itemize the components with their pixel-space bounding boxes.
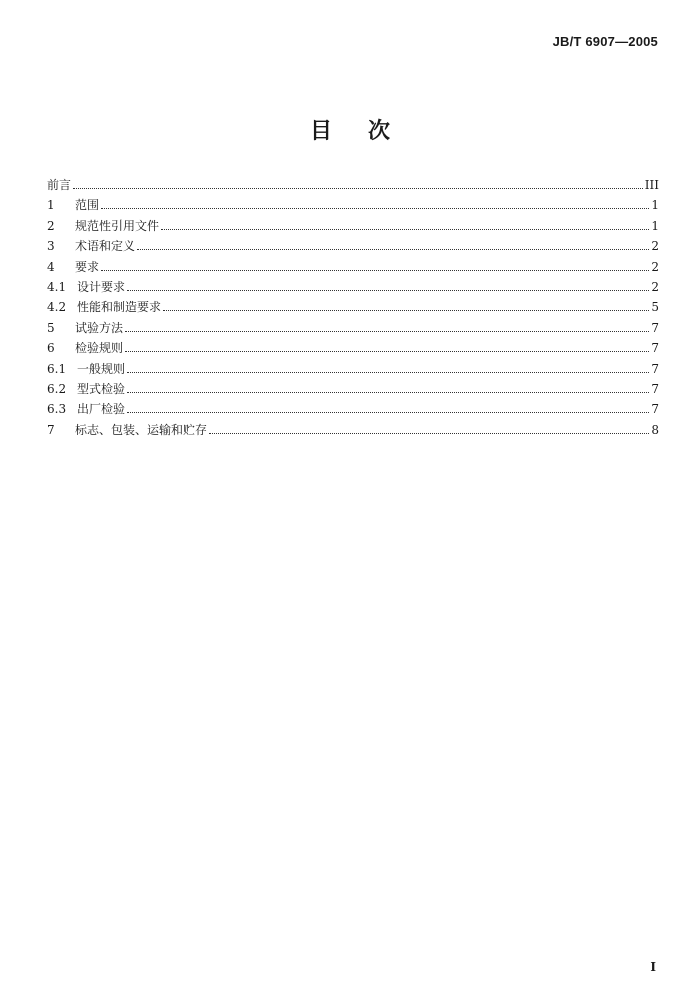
toc-leader-dots	[163, 310, 649, 311]
toc-entry-4-1[interactable]	[47, 278, 659, 298]
toc-entry-page: 7	[651, 341, 659, 356]
page-number: I	[650, 960, 656, 974]
toc-entry-number: 7	[47, 422, 55, 437]
toc-entry-page: 2	[651, 239, 659, 254]
toc-entry-3[interactable]	[47, 237, 659, 257]
toc-leader-dots	[73, 188, 643, 189]
toc-leader-dots	[127, 392, 649, 393]
toc-leader-dots	[101, 208, 649, 209]
toc-entry-1[interactable]	[47, 196, 659, 216]
toc-entry-4[interactable]	[47, 258, 659, 278]
toc-entry-5[interactable]	[47, 319, 659, 339]
toc-entry-text: 试验方法	[75, 320, 124, 335]
toc-leader-dots	[101, 270, 649, 271]
toc-entry-foreword[interactable]	[47, 176, 659, 196]
toc-leader-dots	[125, 351, 649, 352]
toc-entry-page: 1	[651, 198, 659, 213]
toc-entry-text: 规范性引用文件	[75, 218, 160, 233]
toc-entry-text: 范围	[75, 198, 100, 213]
toc-entry-page: 7	[651, 320, 659, 335]
table-of-contents	[47, 176, 659, 441]
toc-entry-page: III	[644, 178, 659, 192]
toc-leader-dots	[125, 331, 649, 332]
toc-leader-dots	[127, 412, 649, 413]
toc-entry-6-1[interactable]	[47, 360, 659, 380]
toc-entry-page: 2	[651, 279, 659, 294]
toc-entry-text: 要求	[75, 259, 100, 274]
toc-entry-text: 术语和定义	[75, 239, 136, 254]
toc-entry-number: 3	[47, 239, 55, 254]
toc-entry-page: 2	[651, 259, 659, 274]
toc-entry-page: 7	[651, 402, 659, 417]
page-title: 目次	[309, 119, 426, 144]
toc-leader-dots	[137, 249, 649, 250]
toc-entry-6[interactable]	[47, 339, 659, 359]
toc-entry-number: 2	[47, 218, 55, 233]
toc-entry-number: 6.3	[47, 402, 67, 417]
toc-entry-text: 出厂检验	[77, 402, 126, 417]
toc-entry-text: 一般规则	[77, 361, 126, 376]
toc-leader-dots	[209, 433, 649, 434]
toc-entry-6-2[interactable]	[47, 380, 659, 400]
toc-leader-dots	[127, 290, 649, 291]
toc-entry-text: 设计要求	[77, 279, 126, 294]
toc-entry-page: 5	[651, 300, 659, 315]
toc-entry-text: 标志、包装、运输和贮存	[75, 422, 208, 437]
toc-entry-number: 5	[47, 320, 55, 335]
toc-leader-dots	[127, 372, 649, 373]
toc-entry-text: 前言	[47, 178, 72, 192]
toc-entry-number: 4.2	[47, 300, 67, 315]
standard-number: JB/T 6907—2005	[552, 34, 658, 49]
toc-entry-number: 1	[47, 198, 55, 213]
toc-entry-text: 检验规则	[75, 341, 124, 356]
toc-entry-2[interactable]	[47, 217, 659, 237]
toc-entry-page: 7	[651, 381, 659, 396]
toc-entry-6-3[interactable]	[47, 400, 659, 420]
toc-entry-number: 4	[47, 259, 55, 274]
toc-entry-7[interactable]	[47, 421, 659, 441]
toc-leader-dots	[161, 229, 649, 230]
toc-entry-number: 6.1	[47, 361, 67, 376]
toc-entry-text: 性能和制造要求	[77, 300, 162, 315]
toc-entry-page: 7	[651, 361, 659, 376]
toc-entry-page: 1	[651, 218, 659, 233]
toc-entry-page: 8	[651, 422, 659, 437]
toc-entry-number: 6	[47, 341, 55, 356]
toc-entry-number: 4.1	[47, 279, 67, 294]
toc-entry-text: 型式检验	[77, 381, 126, 396]
toc-entry-4-2[interactable]	[47, 298, 659, 318]
toc-entry-number: 6.2	[47, 381, 67, 396]
